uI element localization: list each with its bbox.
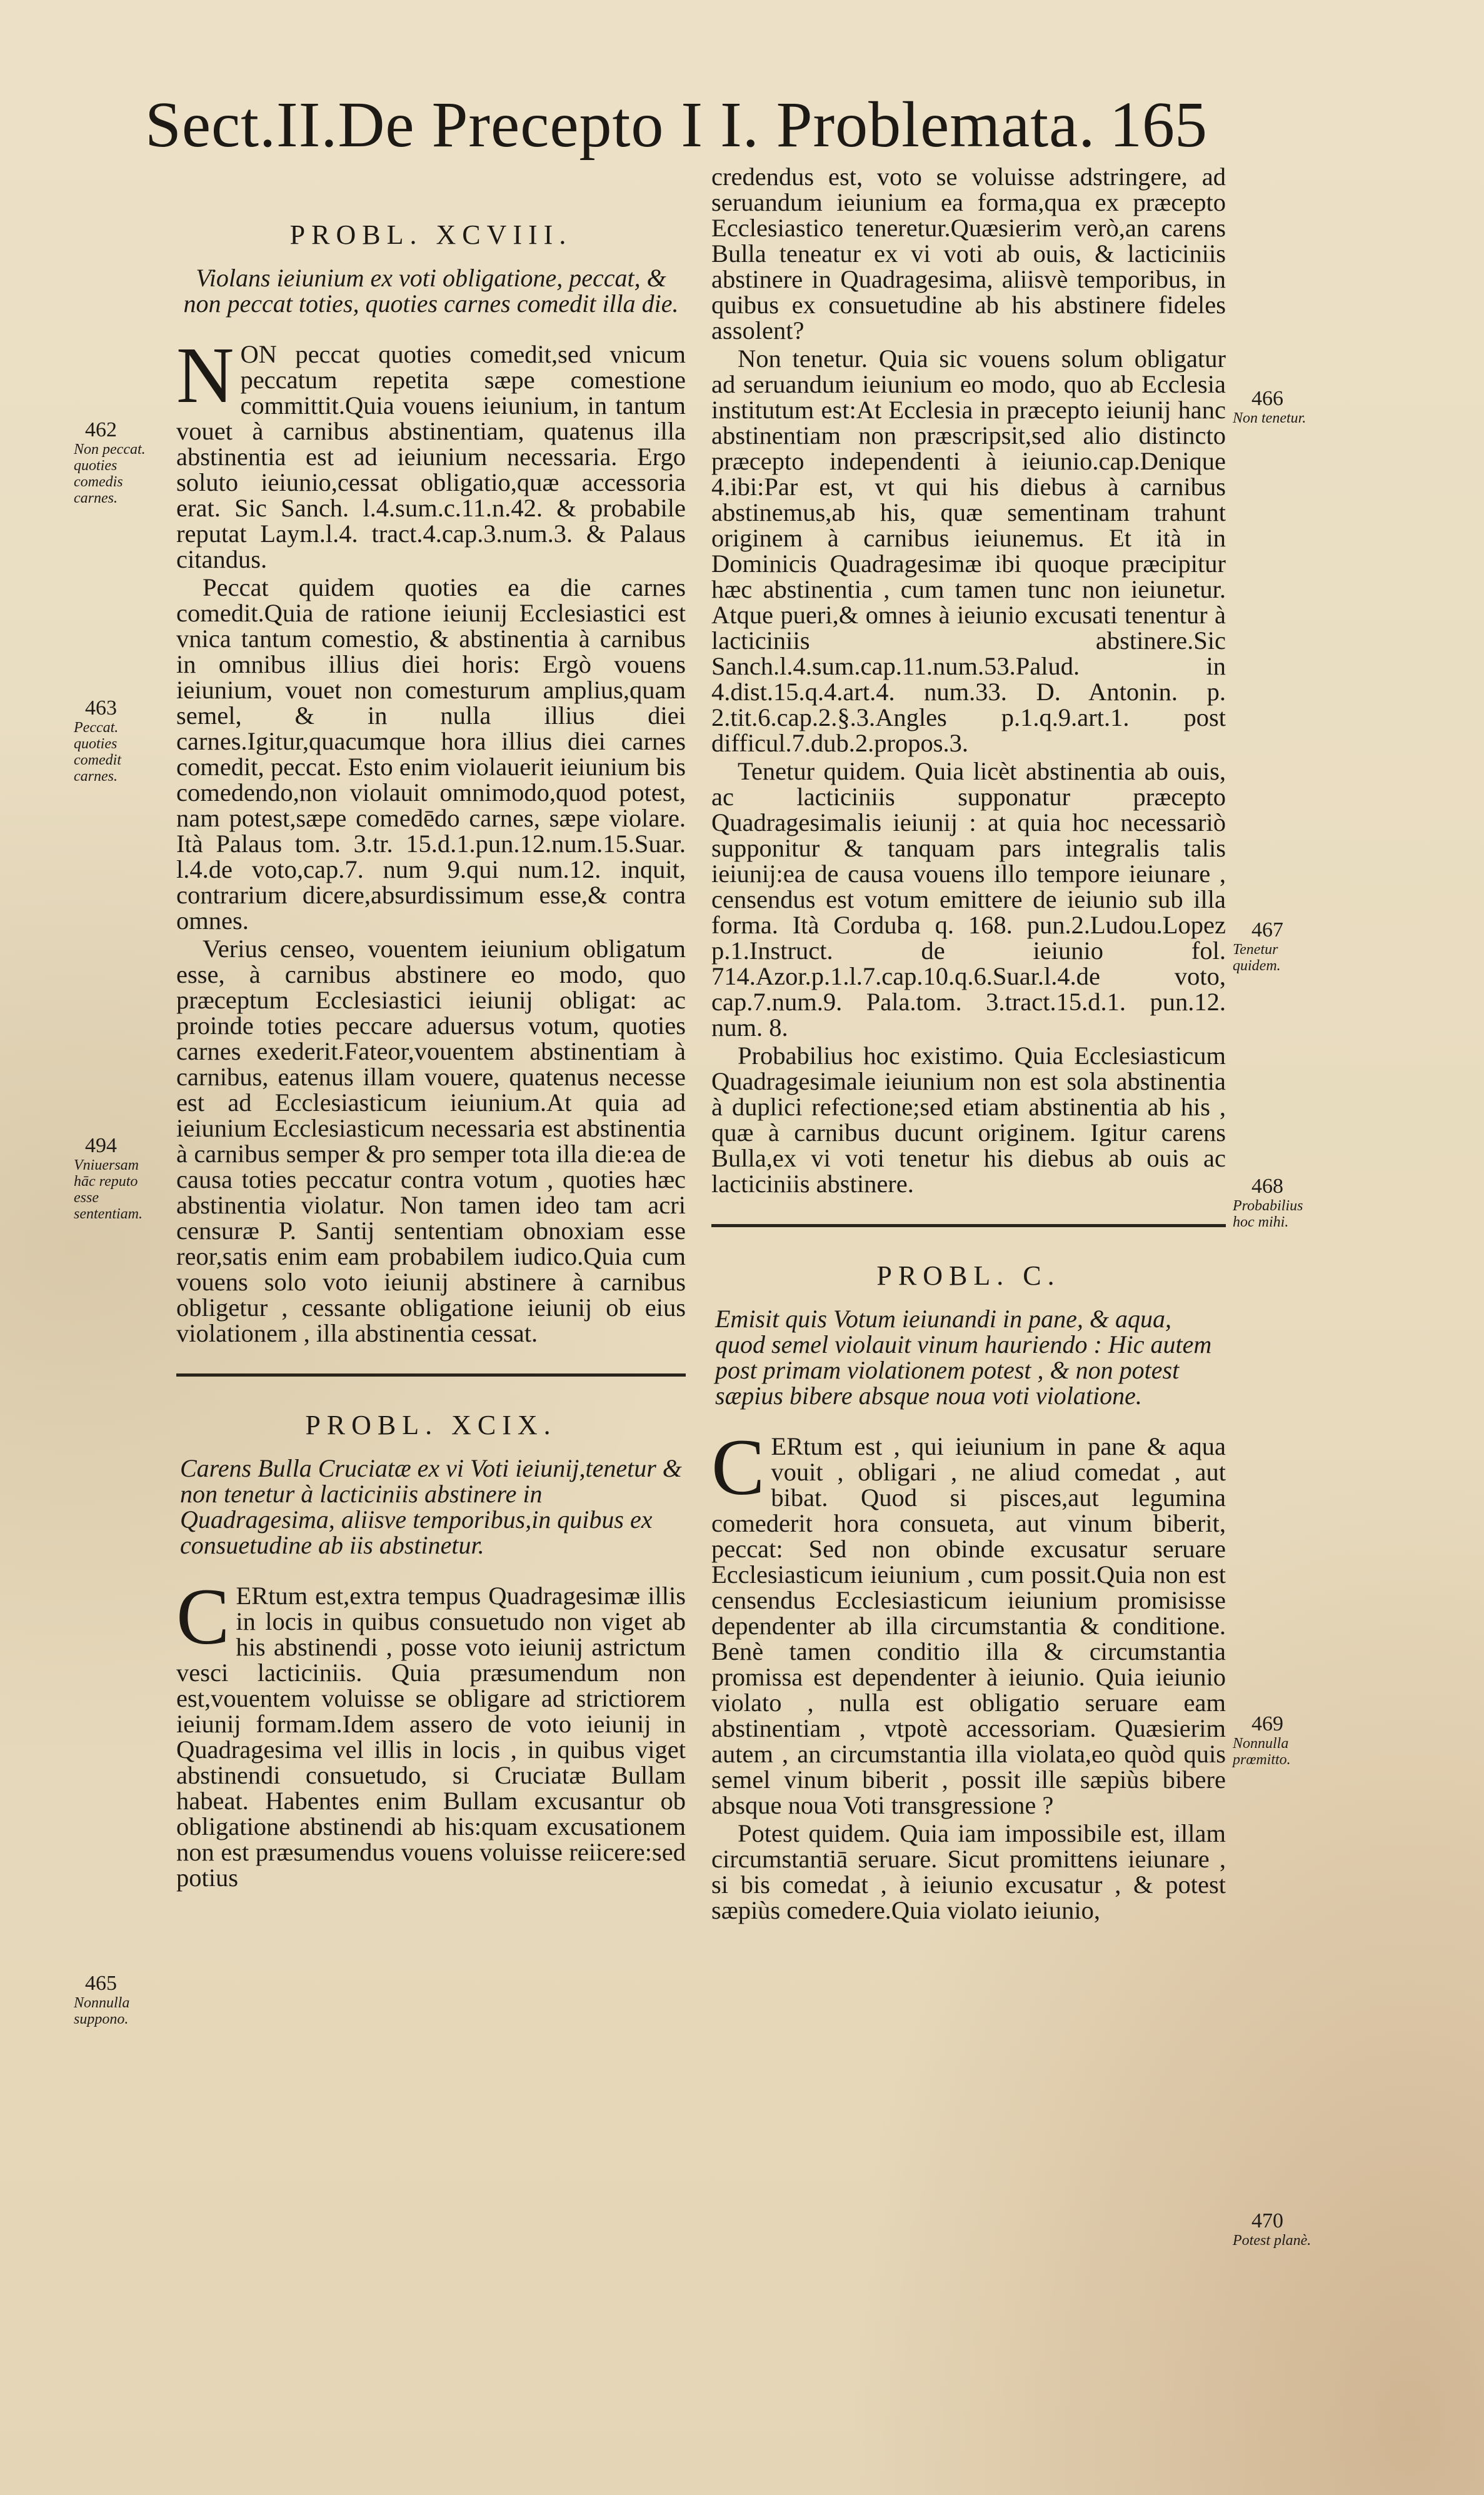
margin-note-468: 468 Probabilius hoc mihi. xyxy=(1233,1175,1303,1230)
page-number: 165 xyxy=(1110,89,1207,161)
margin-note-462: 462 Non peccat. quoties comedis carnes. xyxy=(74,418,146,506)
margin-note-465: 465 Nonnulla suppono. xyxy=(74,1972,130,2027)
section-divider xyxy=(711,1224,1226,1227)
margin-note-469: 469 Nonnulla prœmitto. xyxy=(1233,1712,1291,1768)
problem-100-para-2: Potest quidem. Quia iam impossibile est, illam circumstantiā seruare. Sicut promittens ieiunare , si bis comedat , à ieiunio excusatur , & potest sæpiùs comedere.Quia violato ieiunio, xyxy=(711,1819,1226,1924)
problem-99-heading: PROBL. XCIX. xyxy=(305,1410,557,1440)
right-para-2: Tenetur quidem. Quia licèt abstinentia ab ouis, ac lacticiniis supponatur præcepto Quadragesimalis ieiunij : at quia hoc necessariò supponitur & tanquam pars integralis talis ieiunij:ea de causa vouens illo tempore ieiunare , censendus est votum emittere de ieiunio sub illa forma. Ità Corduba q. 168. pun.2.Ludou.Lopez p.1.Instruct. de ieiunio fol. 714.Azor.p.1.l.7.cap.10.q.6.Suar.l.4.de voto, cap.7.num.9. Pala.tom. 3.tract.15.d.1. pun.12. num. 8. xyxy=(711,757,1226,1042)
right-para-1: Non tenetur. Quia sic vouens solum obligatur ad seruandum ieiunium eo modo, quo ab Ecclesia institutum est:At Ecclesia in præcepto ieiunij hanc abstinentiam non præscripsit,sed alio distincto præcepto independenti à ieiunio.cap.Denique 4.ibi:Par est, vt qui his diebus à carnibus abstinemus,ab his, quæ sementinam trahunt originem à carnibus ieiunemus. Et ità in Dominicis Quadragesimæ ibi quoque præcipitur hæc abstinentia , cum tamen tunc non ieiunetur. Atque pueri,& omnes à ieiunio excusati tenentur à lacticiniis abstinere.Sic Sanch.l.4.sum.cap.11.num.53.Palud. in 4.dist.15.q.4.art.4. num.33. D. Antonin. p. 2.tit.6.cap.2.§.3.Angles p.1.q.9.art.1. post difficul.7.dub.2.propos.3. xyxy=(711,344,1226,757)
problem-100-para-1: C ERtum est , qui ieiunium in pane & aqua vouit , obligari , ne aliud comedat , aut bibat. Quod si pisces,aut legumina comederit hora consueta, aut vinum biberit, peccat: Sed non obinde excusatur seruare Ecclesiasticum ieiunium , cum possit.Quia non est censendus Ecclesiasticum ieiunium promisisse dependenter ab illa circumstantia & conditione. Benè tamen conditio illa & circumstantia promissa est dependenter à ieiunio. Quia ieiunio violato , nulla est obligatio seruare eam abstinentiam , vtpotè accessoriam. Quæsierim autem , an circumstantia illa violata,eo quòd quis semel vinum biberit , possit ille sæpiùs bibere absque noua Voti transgressione ? xyxy=(711,1423,1226,1819)
right-para-3: Probabilius hoc existimo. Quia Ecclesiasticum Quadragesimale ieiunium non est sola abstinentia à duplici refectione;sed etiam abstinentia ab his , quæ à carnibus ducunt originem. Igitur carens Bulla,ex vi voti tenetur his diebus ab ouis ac lacticiniis abstinere. xyxy=(711,1042,1226,1198)
problem-99-summary: Carens Bulla Cruciatæ ex vi Voti ieiunij,tenetur & non tenetur à lacticiniis abstinere in Quadragesima, aliisve temporibus,in quibus ex consuetudine ab iis abstinetur. xyxy=(180,1454,682,1559)
margin-note-466: 466 Non tenetur. xyxy=(1233,387,1306,426)
problem-98-heading: PROBL. XCVIII. xyxy=(289,219,573,250)
right-column xyxy=(711,164,1226,1923)
problem-100-summary: Emisit quis Votum ieiunandi in pane, & aqua, quod semel violauit vinum hauriendo : Hic autem post primam violationem potest , & non potest sæpius bibere absque noua voti violatione. xyxy=(715,1305,1212,1410)
drop-cap-n: N xyxy=(176,331,234,419)
section-divider xyxy=(176,1373,686,1377)
drop-cap-c: C xyxy=(711,1423,765,1512)
margin-note-463: 463 Peccat. quoties comedit carnes. xyxy=(74,696,121,785)
drop-cap-c: C xyxy=(176,1572,230,1661)
margin-note-494: 494 Vniuersam hāc reputo esse sententiam. xyxy=(74,1134,143,1222)
margin-note-467: 467 Tenetur quidem. xyxy=(1233,918,1283,974)
problem-99-continuation: credendus est, voto se voluisse adstringere, ad seruandum ieiunium ea forma,qua ex præcepto Ecclesiastico teneretur.Quæsierim verò,an carens Bulla teneatur ex vi voti ab ouis, & lacticiniis abstinere in Quadragesima, aliisvè temporibus, in quibus ex consuetudine ab his abstinere fideles assolent? xyxy=(711,163,1226,344)
problem-98-summary: Violans ieiunium ex voti obligatione, peccat, & non peccat toties, quoties carnes comedit illa die. xyxy=(183,264,679,318)
margin-note-470: 470 Potest planè. xyxy=(1233,2209,1311,2249)
problem-100-heading: PROBL. C. xyxy=(876,1260,1061,1291)
problem-98-para-2: Peccat quidem quoties ea die carnes comedit.Quia de ratione ieiunij Ecclesiastici est vnica tantum comestio, & abstinentia à carnibus in omnibus illius diei horis: Ergò vouens ieiunium, vouet non comesturum amplius,quam semel, & in nulla illius diei carnes.Igitur,quacumque hora illius diei carnes comedit, peccat. Esto enim violauerit ieiunium bis comedendo,non violauit omnimodo,quod potest, nam potest,sæpe comedēdo carnes, sæpe violare. Ità Palaus tom. 3.tr. 15.d.1.pun.12.num.15.Suar. l.4.de voto,cap.7. num 9.qui num.12. inquit, contrarium dicere,absurdissimum esse,& contra omnes. xyxy=(176,573,686,935)
running-head: Sect.II.De Precepto I I. Problemata. xyxy=(145,89,1096,161)
problem-99-para-1: C ERtum est,extra tempus Quadragesimæ illis in locis in quibus consuetudo non viget ab his abstinendi , posse voto ieiunij astrictum vesci lacticiniis. Quia præsumendum non est,vouentem voluisse se obligare ad strictiorem ieiunij formam.Idem assero de voto ieiunij in Quadragesima vel illis in locis , in quibus viget abstinendi consuetudo, si Cruciatæ Bullam habeat. Habentes enim Bullam excusantur ob obligatione abstinendi ab his:quam excusationem non est præsumendus vouens voluisse reiicere:sed potius xyxy=(176,1572,686,1892)
left-column xyxy=(176,219,686,1890)
problem-98-para-3: Verius censeo, vouentem ieiunium obligatum esse, à carnibus abstinere eo modo, quo præceptum Ecclesiastici ieiunij obligat: ac proinde toties peccare aduersus votum, quoties carnes exederit.Fateor,vouentem abstinentiam à carnibus, eatenus illam vouere, quatenus necesse est ad Ecclesiasticum ieiunium.At quia ad ieiunium Ecclesiasticum necessaria est abstinentia à carnibus semper & pro semper tota illa die:ea de causa toties peccatur contra votum , quoties hæc abstinentia violatur. Non tamen ideo tam acri censuræ P. Santij sententiam obnoxiam esse reor,satis enim eam probabilem iudico.Quia cum vouens solo voto ieiunij abstinere à carnibus obligetur , cessante obligatione ieiunij ob eius violationem , illa abstinentia cessat. xyxy=(176,935,686,1347)
problem-98-para-1: NON peccat quoties comedit,sed vnicum peccatum repetita sæpe comestione committit.Quia vouens ieiunium, in tantum vouet à carnibus abstinentiam, quatenus illa abstinentia est ad ieiunium necessaria. Ergo soluto ieiunio,cessat obligatio,quæ accessoria erat. Sic Sanch. l.4.sum.c.11.n.42. & probabile reputat Laym.l.4. tract.4.cap.3.num.3. & Palaus citandus. xyxy=(176,331,686,573)
